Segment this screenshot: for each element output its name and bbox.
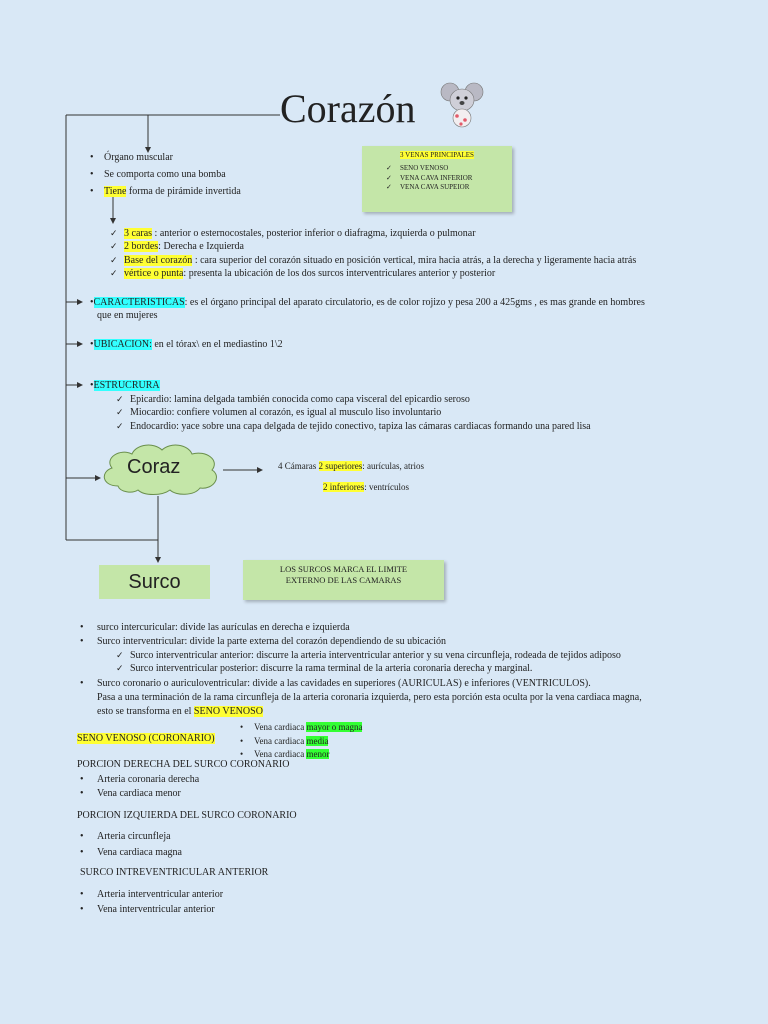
surcos-note xyxy=(243,560,444,600)
venas-heading: 3 VENAS PRINCIPALES xyxy=(400,151,474,159)
check-caras: ✓ 3 caras : anterior o esternocostales, posterior inferior o diafragma, izquierda o pulmonar xyxy=(110,228,476,239)
bullet-forma: • Tiene forma de pirámide invertida xyxy=(90,186,241,197)
surco-iv-anterior: ✓ Surco interventricular anterior: discurre la arteria interventricular anterior y su vena circunfleja, rodeada de tejidos adiposo xyxy=(116,650,621,661)
koala-sticker-icon xyxy=(440,80,484,130)
seno-item: • Vena cardiaca mayor o magna xyxy=(240,722,363,732)
vena-item: ✓ VENA CAVA INFERIOR xyxy=(386,173,473,182)
vena-item: ✓ VENA CAVA SUPEIOR xyxy=(386,183,470,191)
estructura-item: ✓ Endocardio: yace sobre una capa delgada de tejido conectivo, tapiza las cámaras cardiacas formando una pared lisa xyxy=(116,421,591,432)
porcion-izq-item: • Vena cardiaca magna xyxy=(80,847,182,858)
porcion-izq-item: • Arteria circunfleja xyxy=(80,831,171,842)
caracteristicas-line: •CARACTERISTICAS: es el órgano principal del aparato circulatorio, es de color rojizo y pesa 200 a 425gms , es mas grande en hombres xyxy=(90,297,645,308)
porcion-izquierda-heading: PORCION IZQUIERDA DEL SURCO CORONARIO xyxy=(77,810,297,821)
cloud-label: Coraz xyxy=(127,456,181,478)
surco-coronario-l2: Pasa a una terminación de la rama circunfleja de la arteria coronaria izquierda, pero esta porción esta oculta por la vena cardiaca magna, xyxy=(97,692,642,703)
vena-item: ✓ SENO VENOSO xyxy=(386,164,449,172)
surco-iv-posterior: ✓ Surco interventricular posterior: discurre la rama terminal de la arteria coronaria derecha y marginal. xyxy=(116,663,533,674)
porcion-derecha-heading: PORCION DERECHA DEL SURCO CORONARIO xyxy=(77,759,290,770)
check-base: ✓ Base del corazón : cara superior del corazón situado en posición vertical, mira hacia atrás, a la derecha y ligeramente hacia atrás xyxy=(110,255,637,266)
surcos-note-line: LOS SURCOS MARCA EL LIMITE xyxy=(279,564,408,574)
estructura-item: ✓ Epicardio: lamina delgada también conocida como capa visceral del epicardio seroso xyxy=(116,394,470,405)
surco-intercuricular: • surco intercuricular: divide las aurículas en derecha e izquierda xyxy=(80,622,350,633)
surco-box xyxy=(99,565,210,599)
ubicacion-line: •UBICACION: en el tórax\ en el mediastino 1\2 xyxy=(90,339,283,350)
surco-iv-anterior-heading: SURCO INTREVENTRICULAR ANTERIOR xyxy=(80,867,269,878)
page-title: Corazón xyxy=(280,86,416,131)
surco-coronario: • Surco coronario o auriculoventricular: divide a las cavidades en superiores (AURICULAS) e inferiores (VENTRICULOS). xyxy=(80,678,591,689)
camaras-line1: 4 Cámaras 2 superiores: aurículas, atrios xyxy=(278,461,424,471)
surco-interventricular: • Surco interventricular: divide la parte externa del corazón dependiendo de su ubicación xyxy=(80,636,447,647)
surco-coronario-l3: esto se transforma en el SENO VENOSO xyxy=(97,706,263,717)
surcos-note-line: EXTERNO DE LAS CAMARAS xyxy=(285,575,402,585)
seno-item: • Vena cardiaca media xyxy=(240,736,329,746)
estructura-item: ✓ Miocardio: confiere volumen al corazón, es igual al musculo liso involuntario xyxy=(116,407,442,418)
surco-label: Surco xyxy=(128,571,181,593)
surco-ant-item: • Vena interventricular anterior xyxy=(80,904,215,915)
surco-ant-item: • Arteria interventricular anterior xyxy=(80,889,224,900)
camaras-line2: 2 inferiores: ventrículos xyxy=(323,482,409,492)
porcion-der-item: • Arteria coronaria derecha xyxy=(80,774,200,785)
estructura-heading: •ESTRUCRURA xyxy=(90,380,160,391)
seno-item: • Vena cardiaca menor xyxy=(240,749,330,759)
bullet-organo: • Órgano muscular xyxy=(90,152,173,163)
caracteristicas-line2: que en mujeres xyxy=(97,310,158,321)
bullet-bomba: • Se comporta como una bomba xyxy=(90,169,226,180)
venas-principales-note xyxy=(362,146,512,212)
porcion-der-item: • Vena cardiaca menor xyxy=(80,788,181,799)
seno-venoso-label: SENO VENOSO (CORONARIO) xyxy=(77,733,215,744)
check-vertice: ✓ vértice o punta: presenta la ubicación de los dos surcos interventriculares anterior y posterior xyxy=(110,268,496,279)
check-bordes: ✓ 2 bordes: Derecha e Izquierda xyxy=(110,241,244,252)
